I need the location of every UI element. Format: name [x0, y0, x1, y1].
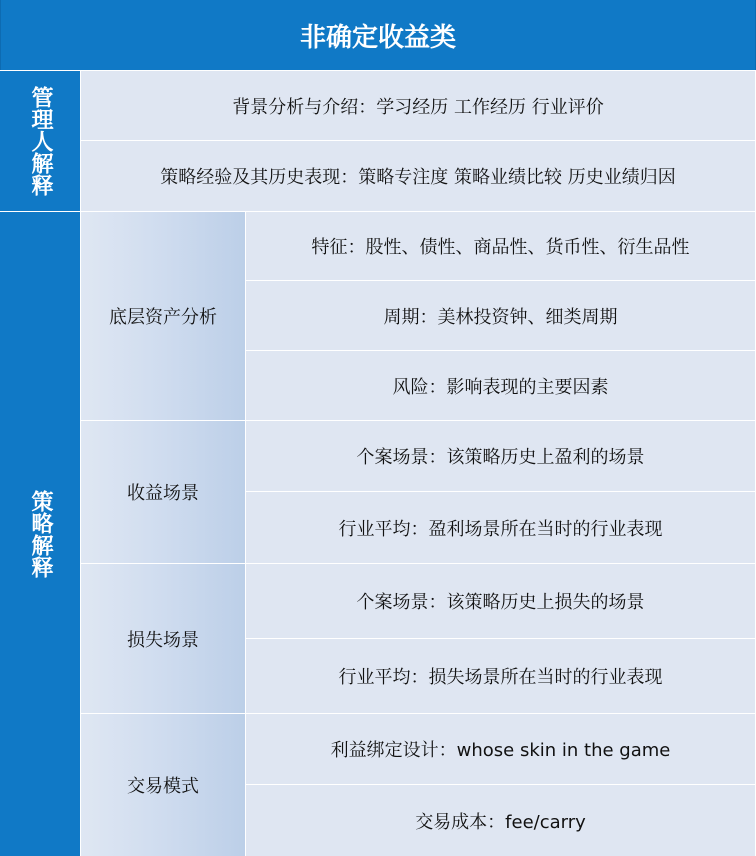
row-loss-industry-average: 行业平均：损失场景所在当时的行业表现	[246, 639, 755, 713]
section-label-underlying-assets: 底层资产分析	[81, 212, 245, 420]
row-asset-risk: 风险：影响表现的主要因素	[246, 351, 755, 420]
row-profit-industry-average: 行业平均：盈利场景所在当时的行业表现	[246, 492, 755, 563]
row-incentive-alignment: 利益绑定设计：whose skin in the game	[246, 714, 755, 784]
row-profit-case: 个案场景：该策略历史上盈利的场景	[246, 421, 755, 491]
section-label-loss-scenario: 损失场景	[81, 564, 245, 713]
section-label-profit-scenario: 收益场景	[81, 421, 245, 563]
row-asset-characteristics: 特征：股性、债性、商品性、货币性、衍生品性	[246, 212, 755, 280]
manager-row-background: 背景分析与介绍：学习经历 工作经历 行业评价	[81, 71, 755, 140]
group-label-strategy: 策略解释	[0, 212, 80, 856]
row-trading-cost: 交易成本：fee/carry	[246, 785, 755, 856]
row-asset-cycle: 周期：美林投资钟、细类周期	[246, 281, 755, 350]
row-loss-case: 个案场景：该策略历史上损失的场景	[246, 564, 755, 638]
group-label-manager: 管理人解释	[0, 71, 80, 211]
section-label-trading-model: 交易模式	[81, 714, 245, 856]
table-title: 非确定收益类	[0, 0, 756, 70]
manager-row-strategy-experience: 策略经验及其历史表现：策略专注度 策略业绩比较 历史业绩归因	[81, 141, 755, 211]
